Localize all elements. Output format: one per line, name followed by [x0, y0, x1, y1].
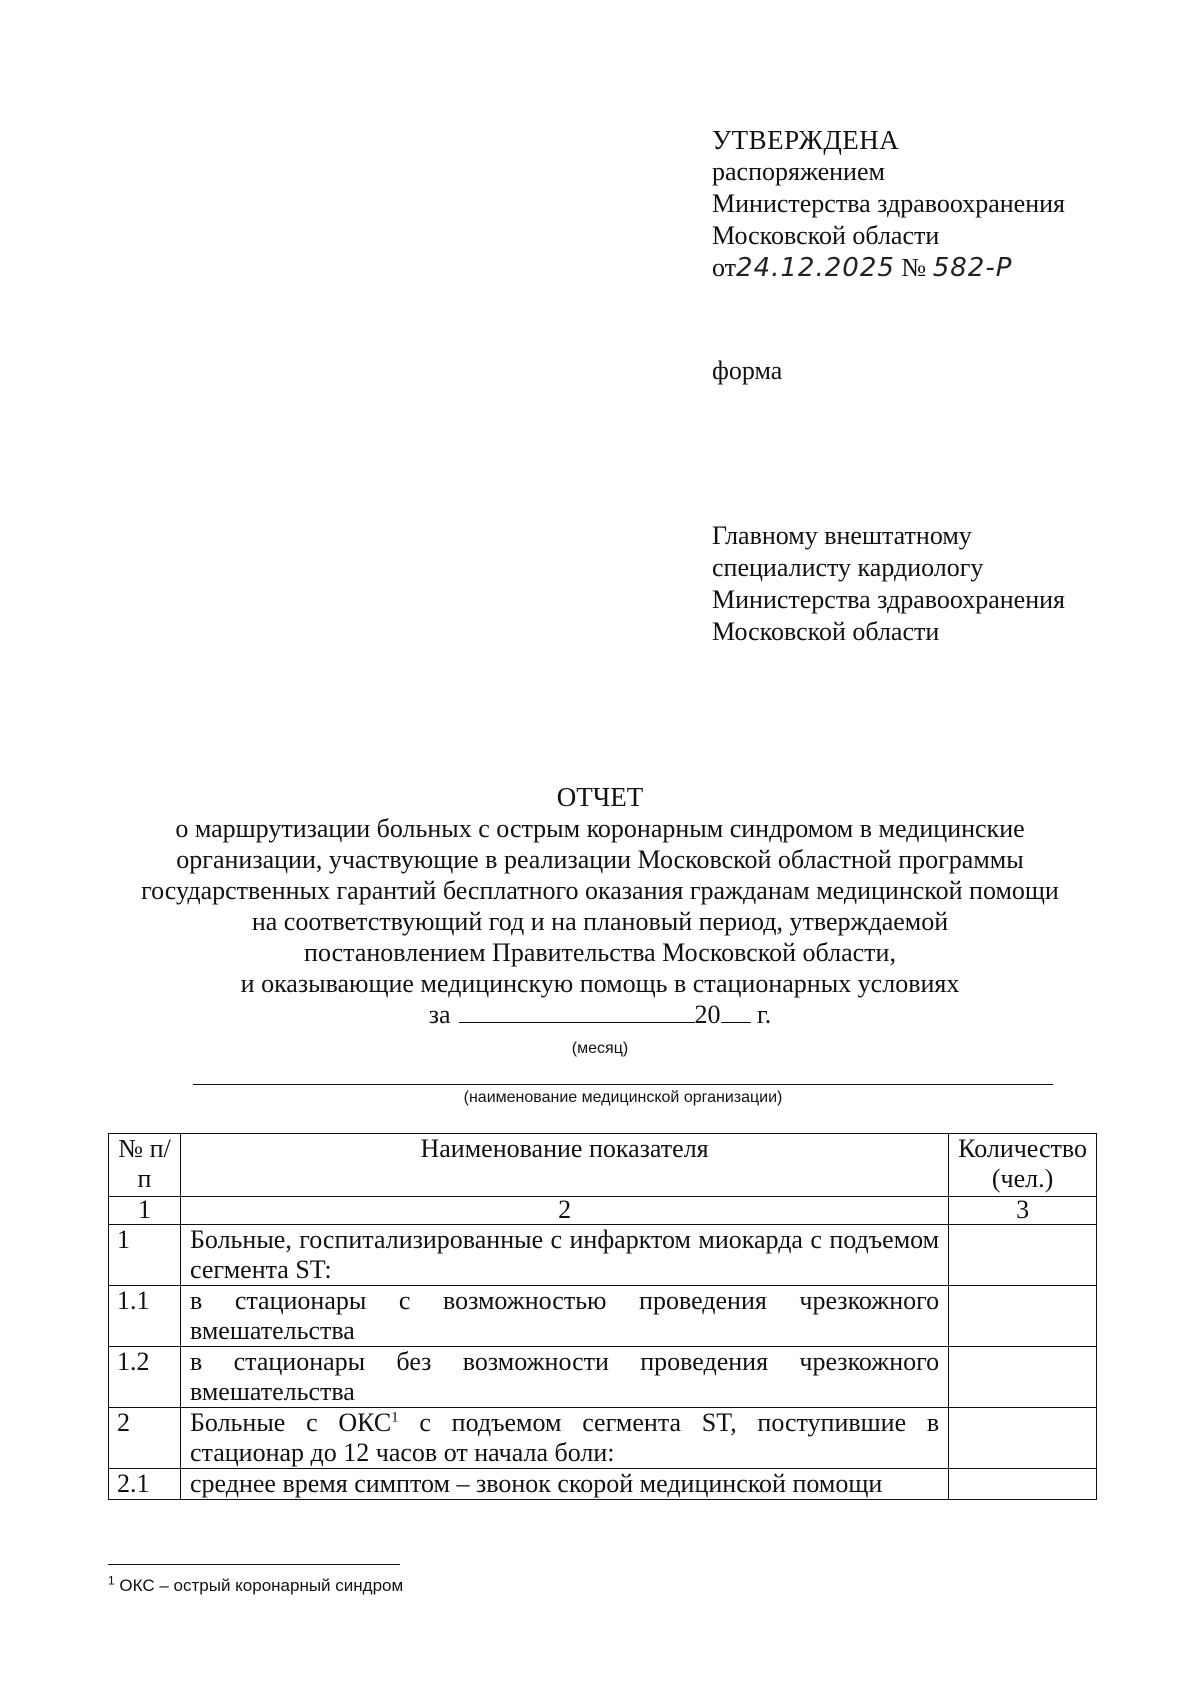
approval-block [712, 124, 1065, 284]
row-quantity-cell[interactable] [949, 1408, 1097, 1469]
row-indicator: в стационары без возможности проведения чрезкожного вмешательства [181, 1347, 949, 1408]
row-quantity-cell[interactable] [949, 1469, 1097, 1500]
footnote-mark: 1 [391, 1409, 399, 1426]
footnote [108, 1573, 404, 1596]
approval-line: Министерства здравоохранения [712, 189, 1065, 218]
table-row [109, 1408, 1097, 1469]
number-prefix: № [901, 253, 927, 282]
row-number: 1.2 [109, 1347, 181, 1408]
row-number: 1.1 [109, 1286, 181, 1347]
column-number: 2 [181, 1197, 949, 1225]
report-title: ОТЧЕТ [556, 782, 644, 812]
report-table [108, 1133, 1097, 1500]
report-subtitle-line: о маршрутизации больных с острым коронарным синдромом в медицинские [175, 814, 1025, 843]
row-quantity-cell[interactable] [949, 1286, 1097, 1347]
row-number: 2 [109, 1408, 181, 1469]
row-indicator [181, 1408, 949, 1469]
date-prefix: от [712, 253, 737, 282]
footnote-separator [108, 1564, 400, 1565]
row-quantity-cell[interactable] [949, 1225, 1097, 1286]
approval-line: Московской области [712, 221, 940, 250]
footnote-mark: 1 [108, 1573, 115, 1588]
table-row [109, 1286, 1097, 1347]
handwritten-date: 24.12.2025 [736, 253, 895, 283]
report-subtitle-line: и оказывающие медицинскую помощь в стационарных условиях [240, 969, 960, 998]
org-name-blank-line[interactable] [193, 1084, 1053, 1085]
row-indicator: Больные, госпитализированные с инфарктом миокарда с подъемом сегмента ST: [181, 1225, 949, 1286]
row-number: 1 [109, 1225, 181, 1286]
report-subtitle-line: на соответствующий год и на плановый период, утверждаемой [251, 907, 949, 936]
row-quantity-cell[interactable] [949, 1347, 1097, 1408]
report-subtitle-line: постановлением Правительства Московской области, [304, 938, 896, 967]
column-number: 1 [109, 1197, 181, 1225]
row-indicator: среднее время симптом – звонок скорой медицинской помощи [181, 1469, 949, 1500]
table-row [109, 1225, 1097, 1286]
approval-line: распоряжением [712, 157, 885, 186]
row-indicator: в стационары с возможностью проведения чрезкожного вмешательства [181, 1286, 949, 1347]
table-row [109, 1469, 1097, 1500]
year-blank-field[interactable] [721, 1000, 751, 1023]
column-number: 3 [949, 1197, 1097, 1225]
addressee-block [712, 520, 1065, 648]
footnote-text: ОКС – острый коронарный синдром [114, 1576, 404, 1595]
addressee-line: Министерства здравоохранения [712, 585, 1065, 614]
report-heading [80, 782, 1120, 1030]
table-header-row [109, 1134, 1097, 1197]
addressee-line: специалисту кардиологу [712, 553, 984, 582]
org-caption: (наименование медицинской организации) [463, 1089, 783, 1106]
month-blank-field[interactable] [459, 1000, 695, 1023]
header-qty: Количество (чел.) [949, 1134, 1097, 1197]
month-caption: (месяц) [571, 1040, 629, 1057]
approval-date-line [712, 252, 1065, 284]
row-text-part: с подъемом сегмента ST, поступившие в стационар до 12 часов от начала боли: [190, 1408, 940, 1467]
row-number: 2.1 [109, 1469, 181, 1500]
period-year: 20 [694, 1000, 721, 1029]
header-num: № п/п [109, 1134, 181, 1197]
approval-title: УТВЕРЖДЕНА [712, 125, 900, 155]
report-subtitle-line: государственных гарантий бесплатного оказания гражданам медицинской помощи [141, 876, 1059, 905]
header-name: Наименование показателя [181, 1134, 949, 1197]
addressee-line: Главному внештатному [712, 521, 972, 550]
period-suffix: г. [757, 1000, 772, 1029]
row-text-part: Больные с ОКС [190, 1408, 392, 1437]
handwritten-number: 582-Р [932, 253, 1013, 283]
report-subtitle-line: организации, участвующие в реализации Московской областной программы [176, 845, 1024, 874]
period-prefix: за [428, 1000, 451, 1029]
column-numbers-row [109, 1197, 1097, 1225]
addressee-line: Московской области [712, 617, 940, 646]
table-row [109, 1347, 1097, 1408]
report-period-line [80, 999, 1120, 1030]
form-label: форма [712, 356, 783, 385]
